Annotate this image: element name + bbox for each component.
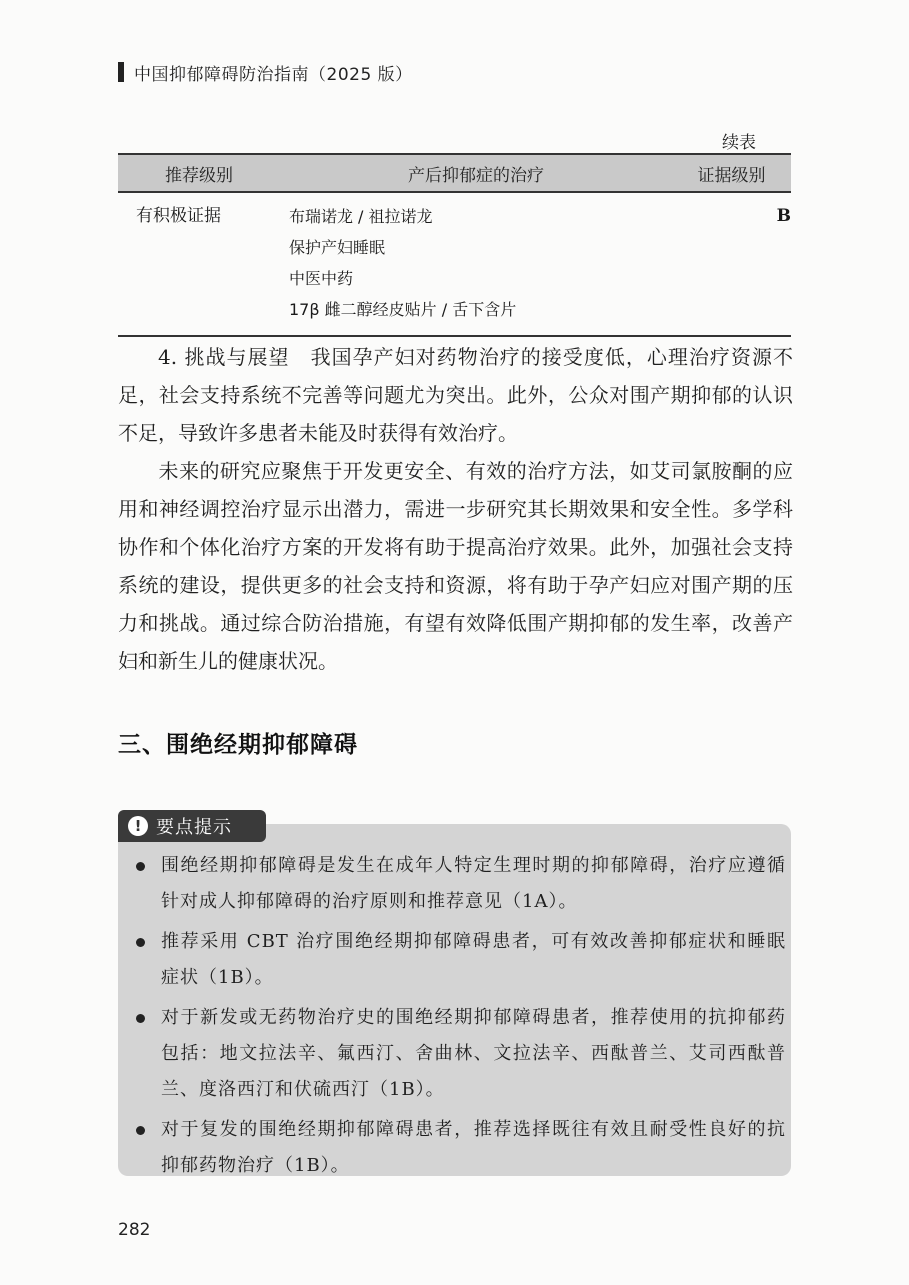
treatment-item: 保护产妇睡眠 (288, 238, 385, 257)
running-head-bar (118, 62, 124, 82)
bullet-icon (136, 862, 145, 871)
list-item-text: 对于复发的围绝经期抑郁障碍患者，推荐选择既往有效且耐受性良好的抗抑郁药物治疗（1B）。 (161, 1119, 786, 1176)
treatment-item: 17β 雌二醇经皮贴片 / 舌下含片 (288, 300, 517, 319)
table-header (118, 153, 791, 193)
paragraph-future-research (118, 452, 793, 680)
cell-treatments (289, 201, 667, 325)
key-points-label: 要点提示 (156, 817, 232, 838)
running-head (118, 60, 413, 84)
list-item-text: 推荐采用 CBT 治疗围绝经期抑郁障碍患者，可有效改善抑郁症状和睡眠症状（1B）。 (161, 931, 786, 988)
header-evidence-level: 证据级别 (697, 165, 766, 186)
list-item (136, 848, 786, 920)
recommendation-table (118, 153, 791, 337)
paragraph-challenges-text: 4. 挑战与展望 我国孕产妇对药物治疗的接受度低，心理治疗资源不足，社会支持系统不完善等问题尤为突出。此外，公众对围产期抑郁的认识不足，导致许多患者未能及时获得有效治疗。 (118, 345, 793, 445)
section-title: 三、围绝经期抑郁障碍 (118, 732, 358, 758)
exclamation-icon: ! (128, 816, 148, 836)
list-item (136, 1000, 786, 1108)
bullet-icon (136, 938, 145, 947)
page-number: 282 (118, 1220, 151, 1240)
cell-evidence-level: B (776, 206, 791, 226)
key-points-tab (118, 810, 266, 842)
paragraph-future-research-text: 未来的研究应聚焦于开发更安全、有效的治疗方法，如艾司氯胺酮的应用和神经调控治疗显示出潜力，需进一步研究其长期效果和安全性。多学科协作和个体化治疗方案的开发将有助于提高治疗效果。此外，加强社会支持系统的建设，提供更多的社会支持和资源，将有助于孕产妇应对围产期的压力和挑战。通过综合防治措施，有望有效降低围产期抑郁的发生率，改善产妇和新生儿的健康状况。 (118, 459, 793, 673)
header-treatment: 产后抑郁症的治疗 (408, 165, 544, 186)
table-row (118, 193, 791, 337)
paragraph-challenges (118, 338, 793, 452)
list-item-text: 围绝经期抑郁障碍是发生在成年人特定生理时期的抑郁障碍，治疗应遵循针对成人抑郁障碍的治疗原则和推荐意见（1A）。 (161, 855, 786, 912)
list-item (136, 1112, 786, 1184)
running-head-title: 中国抑郁障碍防治指南（2025 版） (134, 64, 413, 85)
bullet-icon (136, 1014, 145, 1023)
bullet-icon (136, 1126, 145, 1135)
key-points-list (136, 848, 786, 1188)
treatment-item: 布瑞诺龙 / 祖拉诺龙 (288, 207, 433, 226)
table-continued-label: 续表 (722, 133, 756, 153)
list-item (136, 924, 786, 996)
cell-recommendation-level: 有积极证据 (136, 206, 221, 226)
treatment-item: 中医中药 (288, 269, 353, 288)
list-item-text: 对于新发或无药物治疗史的围绝经期抑郁障碍患者，推荐使用的抗抑郁药包括：地文拉法辛、氟西汀、舍曲林、文拉法辛、西酞普兰、艾司西酞普兰、度洛西汀和伏硫西汀（1B）。 (161, 1007, 786, 1100)
header-recommendation-level: 推荐级别 (165, 165, 233, 186)
